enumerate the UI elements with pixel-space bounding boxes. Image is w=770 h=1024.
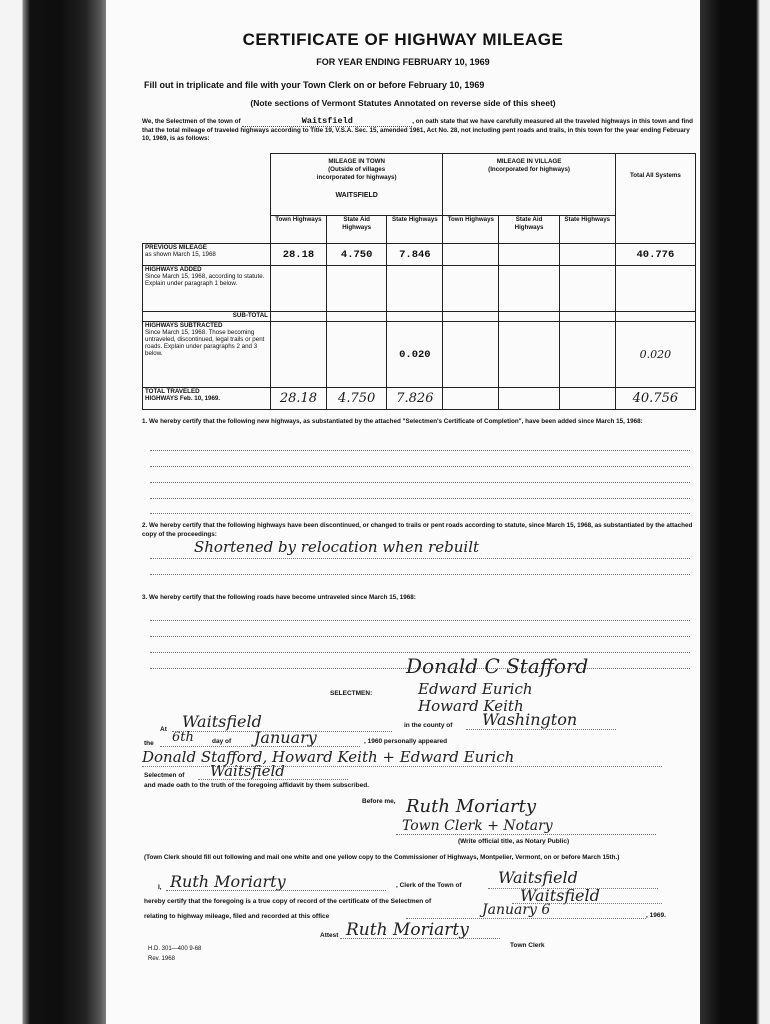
clerk-date: January 6	[482, 902, 551, 918]
form-revision: Rev. 1968	[148, 956, 175, 962]
total-all: 40.756	[615, 388, 695, 410]
town-name-header: WAITSFIELD	[335, 192, 378, 199]
town-mileage-header: MILEAGE IN TOWN (Outside of villages incorporated for highways) WAITSFIELD	[270, 154, 442, 216]
col-stateaid-highways: State Aid Highways	[326, 216, 386, 244]
attest-signature: Ruth Moriarty	[346, 920, 469, 940]
col-town-highways: Town Highways	[270, 216, 326, 244]
selectman-signature-2: Edward Eurich	[418, 680, 533, 698]
prev-stateaid: 4.750	[326, 244, 386, 266]
clerk-instructions: (Town Clerk should fill out following and mail one white and one yellow copy to the Commissioner of Highways, Montpelier, Vermont, on or before March 15th.)	[144, 854, 620, 861]
town-name-filled: Waitsfield	[242, 117, 412, 127]
table-row: PREVIOUS MILEAGE as shown March 15, 1968 28.18 4.750 7.846 40.776	[143, 244, 696, 266]
statutes-note: (Note sections of Vermont Statutes Annotated on reverse side of this sheet)	[250, 98, 556, 108]
oath-county: Washington	[482, 710, 578, 729]
total-stateaid: 4.750	[326, 388, 386, 410]
paragraph-2: 2. We hereby certify that the following highways have been discontinued, or changed to trails or pent roads according to statute, since March 15, 1968, as substantiated by the attached copy of the proceedings:	[142, 522, 693, 538]
table-row: SUB-TOTAL	[143, 312, 696, 322]
village-mileage-header: MILEAGE IN VILLAGE (Incorporated for highways)	[443, 154, 615, 216]
col-state-highways: State Highways	[387, 216, 443, 244]
year-line: FOR YEAR ENDING FEBRUARY 10, 1969	[316, 57, 490, 67]
selectmen-label: SELECTMEN:	[330, 690, 373, 697]
clerk-name: Ruth Moriarty	[170, 872, 286, 891]
oath-town: Waitsfield	[210, 762, 285, 780]
total-state: 7.826	[387, 388, 443, 410]
subtracted-state: 0.020	[387, 322, 443, 388]
para2-handwritten: Shortened by relocation when rebuilt	[194, 538, 480, 556]
form-code: H.D. 301—400 9-68	[148, 946, 202, 952]
prev-total: 40.776	[615, 244, 695, 266]
prev-town: 28.18	[270, 244, 326, 266]
table-row: HIGHWAYS ADDED Since March 15, 1968, according to statute. Explain under paragraph 1 below.	[143, 266, 696, 312]
oath-names: Donald Stafford, Howard Keith + Edward Eurich	[142, 748, 515, 766]
notary-signature: Ruth Moriarty	[406, 796, 537, 817]
paragraph-3: 3. We hereby certify that the following roads have become untraveled since March 15, 1968:	[142, 594, 416, 601]
intro-text: We, the Selectmen of the town of Waitsfield , on oath state that we have carefully measured all the traveled highways in this town and find that the total mileage of traveled highways according to Title 19, V.S.A. Sec. 15, amended 1961, Act No. 28, not including pent roads and trails, in this town for the year ending February 10, 1969, is as follows:	[142, 116, 693, 142]
notary-title: Town Clerk + Notary	[402, 818, 553, 834]
table-row: HIGHWAYS SUBTRACTED Since March 15, 1968. Those becoming untraveled, discontinued, legal trails or pent roads. Explain under paragraphs 2 and 3 below. 0.020 0.020	[143, 322, 696, 388]
subtracted-total: 0.020	[615, 322, 695, 388]
clerk-town-2: Waitsfield	[520, 886, 600, 905]
col-village-town-highways: Town Highways	[443, 216, 499, 244]
mileage-table	[142, 153, 696, 410]
clerk-town: Waitsfield	[498, 868, 578, 887]
oath-place: Waitsfield	[182, 712, 262, 731]
scan-left-edge	[0, 0, 110, 1024]
selectman-signature-1: Donald C Stafford	[406, 654, 589, 678]
document-title: CERTIFICATE OF HIGHWAY MILEAGE	[242, 30, 564, 49]
scan-right-edge	[690, 0, 770, 1024]
instructions: Fill out in triplicate and file with your Town Clerk on or before February 10, 1969	[144, 80, 485, 90]
total-town: 28.18	[270, 388, 326, 410]
selectman-signature-3: Howard Keith	[418, 697, 524, 715]
total-all-systems-header: Total All Systems	[615, 154, 695, 244]
certificate-page: CERTIFICATE OF HIGHWAY MILEAGE FOR YEAR ENDING FEBRUARY 10, 1969 Fill out in triplicate and file with your Town Clerk on or before February 10, 1969 (Note sections of Vermont Statutes Annotated on reverse side of this sheet) We, the Selectmen of the town of Waitsfield , on oath state that we have carefully measured all the traveled highways in this town and find that the total mileage of traveled highways according to Title 19, V.S.A. Sec. 15, amended 1961, Act No. 28, not including pent roads and trails, in this town for the year ending February 10, 1969, is as follows: MILEAGE IN TOWN (Outside of villages incorporated for highways) WAITSFIELD MILEAGE IN VILLAGE (Incorporated for highways) Total All Systems Town Highways State Aid Highways State Highways Town Highways State Aid Highways State Highways PREVIOUS MILEAGE as shown March 15, 1968 28.18 4.750 7.846 40.776 HIGHWAYS ADDED Since March 15, 1968, according to statute. Explain under paragraph 1 below. SUB-TOTAL HIGHWAYS SUBTRACTED Since March 15, 1968. Those becoming untraveled, discontinued, legal trails or pent roads. Explain under paragraphs 2 and 3 below. 0.020 0.020 TOTAL TRAVELED HIGHWAYS Feb. 10, 1969. 28.18 4.750 7.826 40.756 1. We hereby certify that the following new highways, as substantiated by the attached "Selectmen's Certificate of Completion", have been added since March 15, 1968: 2. We hereby certify that the following highways have been discontinued, or changed to trails or pent roads according to statute, since March 15, 1968, as substantiated by the attached copy of the proceedings: Shortened by relocation when rebuilt 3. We hereby certify that the following roads have become untraveled since March 15, 1968: SELECTMEN: Donald C Stafford Edward Eurich Howard Keith At Waitsfield in the county of Washington the 6th day of January , 1960 personally appeared Donald Stafford, Howard Keith + Edward Eurich Selectmen of Waitsfield and made oath to the truth of the foregoing affidavit by them subscribed. Before me, Ruth Moriarty Town Clerk + Notary (Write official title, as Notary Public) (Town Clerk should fill out following and mail one white and one yellow copy to the Commissioner of Highways, Montpelier, Vermont, on or before March 15th.) I, Ruth Moriarty , Clerk of the Town of Waitsfield hereby certify that the foregoing is a true copy of record of the certificate of the Selectmen of Waitsfield relating to highway mileage, filed and recorded at this office January 6 , 1969. Attest Ruth Moriarty Town Clerk H.D. 301—400 9-68 Rev. 1968	[106, 0, 700, 1024]
prev-state: 7.846	[387, 244, 443, 266]
col-village-state-highways: State Highways	[559, 216, 615, 244]
col-village-stateaid-highways: State Aid Highways	[499, 216, 559, 244]
table-row: TOTAL TRAVELED HIGHWAYS Feb. 10, 1969. 28.18 4.750 7.826 40.756	[143, 388, 696, 410]
oath-day: 6th	[172, 730, 194, 745]
paragraph-1: 1. We hereby certify that the following new highways, as substantiated by the attached "Selectmen's Certificate of Completion", have been added since March 15, 1968:	[142, 418, 643, 425]
oath-month: January	[254, 728, 317, 747]
notary-caption: (Write official title, as Notary Public)	[458, 838, 570, 845]
